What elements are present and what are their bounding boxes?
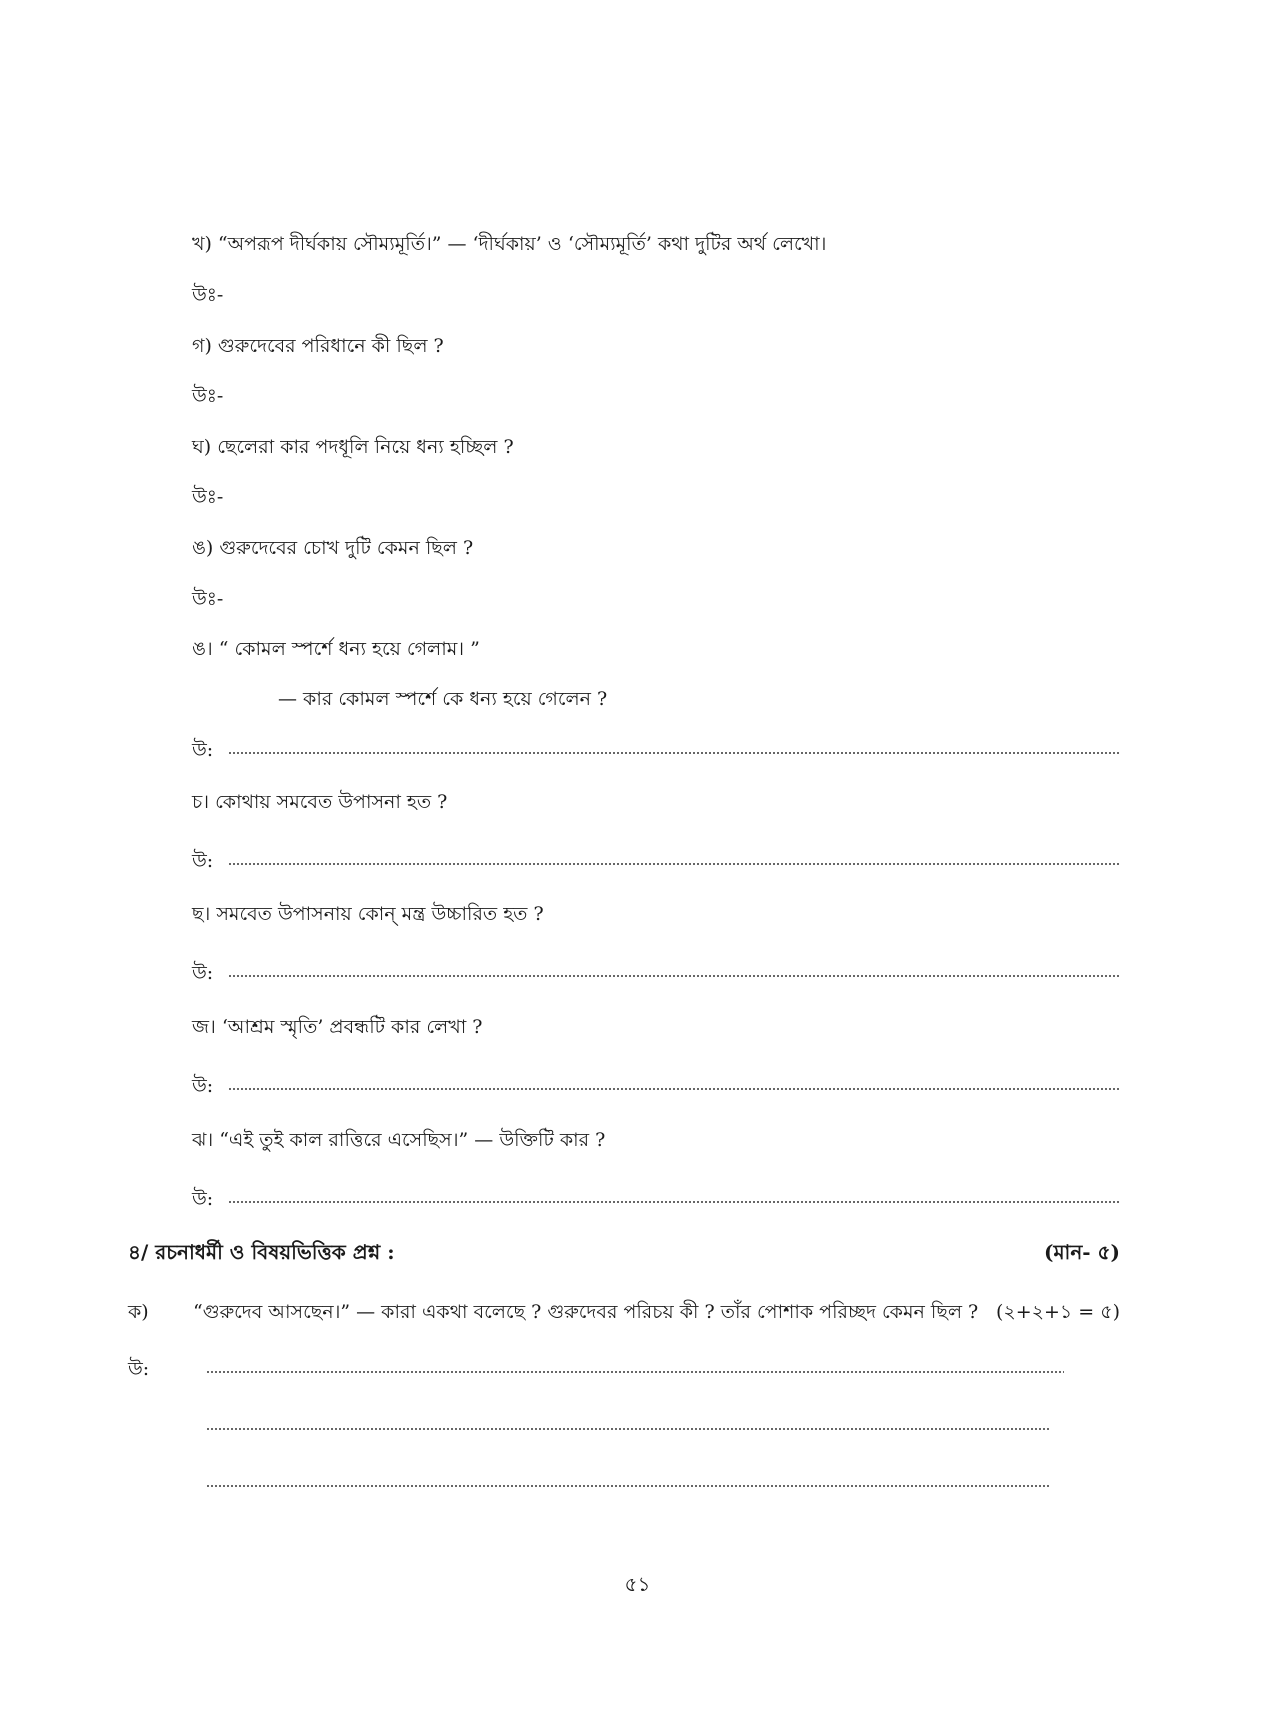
question-kha: খ) “অপরূপ দীর্ঘকায় সৌম্যমূর্তি।” — ‘দীর্ঘকায়’ ও ‘সৌম্যমূর্তি’ কথা দুটির অর্থ লেখো।	[192, 233, 827, 255]
question-ja: জ। ‘আশ্রম স্মৃতি’ প্রবন্ধটি কার লেখা ?	[192, 1016, 483, 1038]
section-answer-label: উ:	[128, 1358, 150, 1380]
question-quote-sub: — কার কোমল স্পর্শে কে ধন্য হয়ে গেলেন ?	[278, 688, 608, 710]
answer-dotted-line[interactable]	[228, 863, 1120, 865]
answer-label-cha: উ:	[192, 850, 214, 872]
answer-dotted-line[interactable]	[228, 752, 1120, 754]
answer-dotted-line[interactable]	[206, 1371, 1064, 1373]
answer-dotted-line[interactable]	[206, 1428, 1051, 1430]
question-umo: ঙ) গুরুদেবের চোখ দুটি কেমন ছিল ?	[192, 537, 474, 559]
question-chha: ছ। সমবেত উপাসনায় কোন্ মন্ত্র উচ্চারিত হত ?	[192, 903, 544, 925]
answer-label-umo: উঃ-	[192, 588, 224, 610]
answer-label-chha: উ:	[192, 962, 214, 984]
question-gha: ঘ) ছেলেরা কার পদধূলি নিয়ে ধন্য হচ্ছিল ?	[192, 436, 514, 458]
answer-dotted-line[interactable]	[206, 1485, 1051, 1487]
question-ga: গ) গুরুদেবের পরিধানে কী ছিল ?	[192, 335, 444, 357]
page-number: ৫১	[624, 1572, 651, 1596]
question-cha: চ। কোথায় সমবেত উপাসনা হত ?	[192, 791, 448, 813]
answer-label-gha: উঃ-	[192, 486, 224, 508]
answer-dotted-line[interactable]	[228, 1088, 1120, 1090]
section-question-marks: (২+২+১ = ৫)	[995, 1301, 1120, 1323]
question-jha: ঝ। “এই তুই কাল রাত্তিরে এসেছিস।” — উক্তিটি কার ?	[192, 1129, 606, 1151]
answer-dotted-line[interactable]	[228, 975, 1120, 977]
answer-label-kha: উঃ-	[192, 284, 224, 306]
section-title: ৪/ রচনাধর্মী ও বিষয়ভিত্তিক প্রশ্ন :	[128, 1240, 395, 1264]
section-question-label: ক)	[128, 1301, 149, 1323]
answer-dotted-line[interactable]	[228, 1201, 1120, 1203]
section-question-text: “গুরুদেব আসছেন।” — কারা একথা বলেছে ? গুরুদেবর পরিচয় কী ? তাঁর পোশাক পরিচ্ছদ কেমন ছিল ?	[193, 1301, 979, 1323]
question-quote: ঙ। “ কোমল স্পর্শে ধন্য হয়ে গেলাম। ”	[192, 638, 480, 660]
section-marks: (মান- ৫)	[1043, 1240, 1120, 1264]
answer-label-quote: উ:	[192, 739, 214, 761]
answer-label-ga: উঃ-	[192, 385, 224, 407]
answer-label-jha: উ:	[192, 1188, 214, 1210]
answer-label-ja: উ:	[192, 1075, 214, 1097]
